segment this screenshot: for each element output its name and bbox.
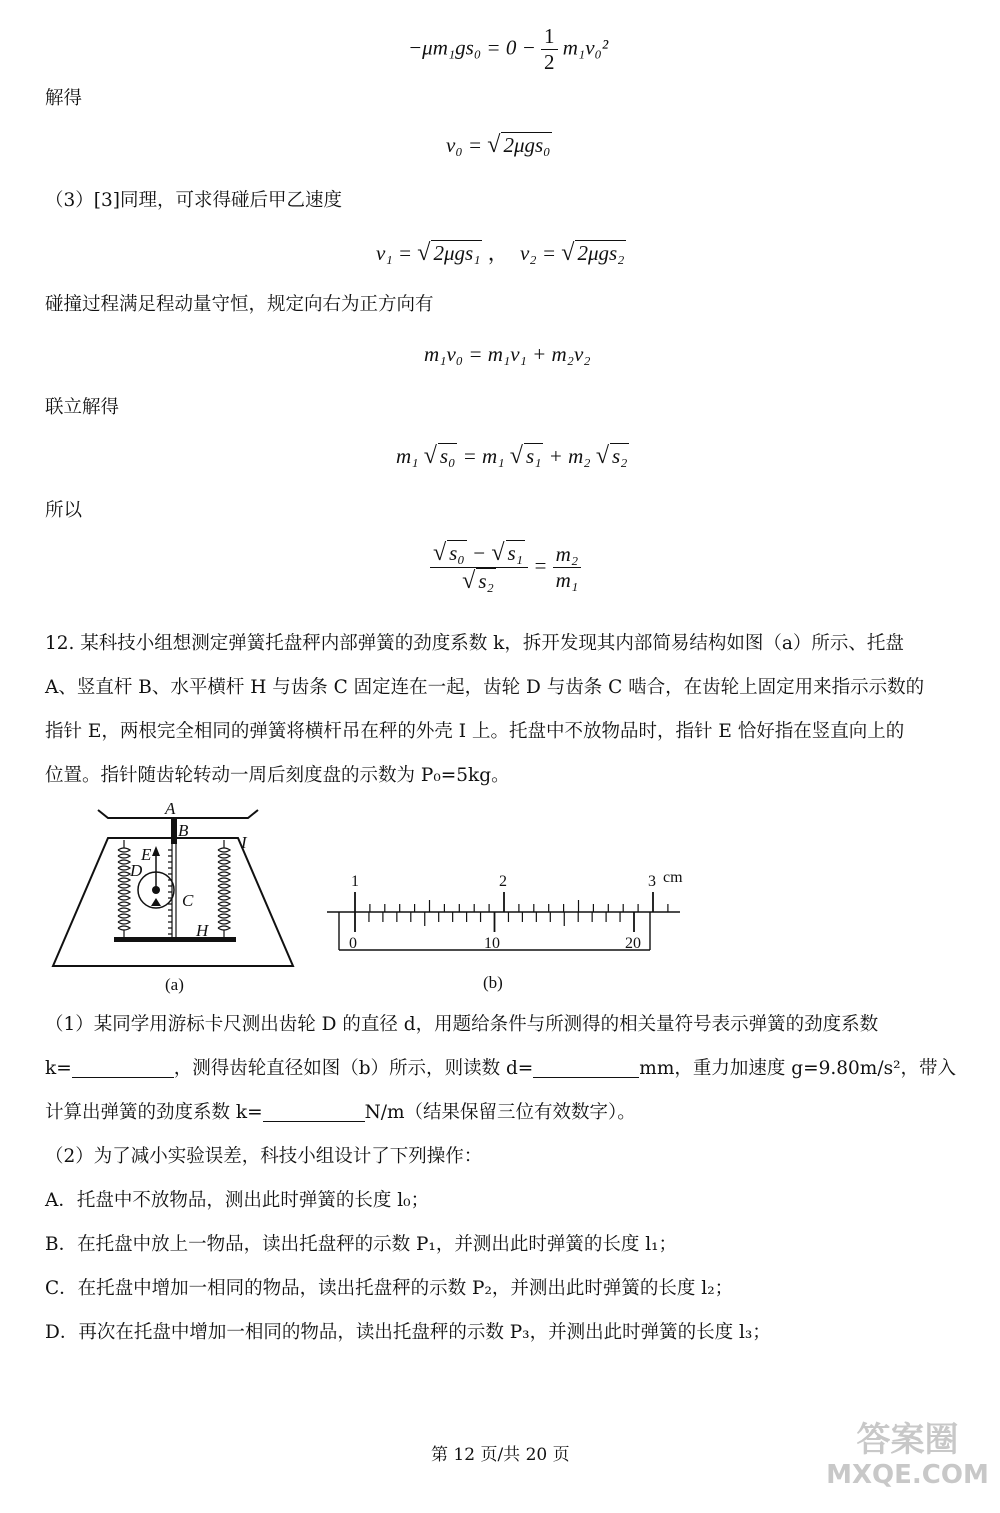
label-d: D: [130, 861, 143, 880]
sqrt-symbol: √: [423, 443, 437, 469]
eq5-plus: + m₂: [548, 444, 591, 468]
eq5-a: m₁: [396, 444, 419, 468]
text-jiede-1: 解得: [45, 88, 83, 109]
rod-b: [171, 818, 177, 844]
part1-g-text: mm，重力加速度 g=9.80m/s²，带入: [639, 1058, 956, 1079]
sqrt-symbol: √: [487, 132, 501, 158]
eq6-minus: −: [471, 541, 487, 565]
sqrt-symbol: √: [561, 240, 575, 266]
part2-option-d: D．再次在托盘中增加一相同的物品，读出托盘秤的示数 P₃，并测出此时弹簧的长度 l₃；: [45, 1322, 771, 1343]
eq2-radicand: 2μgs₀: [503, 133, 551, 157]
eq6-r-den: m₁: [555, 568, 579, 592]
vernier-label-10: 10: [484, 935, 500, 952]
part2-option-c: C．在托盘中增加一相同的物品，读出托盘秤的示数 P₂，并测出此时弹簧的长度 l₂；: [45, 1278, 734, 1299]
eq3-a-rad: 2μgs₁: [433, 241, 481, 265]
equation-energy: [408, 24, 608, 75]
label-c: C: [182, 891, 194, 910]
sqrt-symbol: √: [595, 443, 609, 469]
equation-ratio: [430, 540, 581, 595]
eq6-eq: =: [533, 553, 548, 578]
eq1-frac-num: 1: [541, 24, 558, 50]
crossbar-h: [114, 937, 236, 942]
part2-option-b: B．在托盘中放上一物品，读出托盘秤的示数 P₁，并测出此时弹簧的长度 l₁；: [45, 1234, 678, 1255]
text-lianli: 联立解得: [45, 397, 120, 418]
figure-b-vernier-caliper: [325, 862, 690, 997]
eq6-num-a: s₀: [449, 541, 465, 565]
sqrt-symbol: √: [417, 240, 431, 266]
main-tick-label-1: 1: [351, 873, 359, 890]
tray-a: [98, 810, 258, 818]
blank-k-value[interactable]: [263, 1101, 365, 1122]
caption-a: (a): [165, 975, 184, 994]
main-tick-label-2: 2: [499, 873, 507, 890]
figure-a-scale-diagram: [48, 800, 298, 1000]
sqrt-symbol: √: [509, 443, 523, 469]
part1-unit-text: N/m（结果保留三位有效数字）。: [364, 1102, 636, 1123]
watermark-bottom: MXQE.COM: [826, 1460, 989, 1490]
watermark-logo: [820, 1420, 995, 1490]
eq3-b-lhs: v₂ =: [519, 241, 557, 265]
main-tick-label-3: 3: [648, 873, 656, 890]
eq5-rc: s₂: [611, 444, 628, 468]
eq1-frac-den: 2: [544, 50, 555, 74]
q12-line-2: A、竖直杆 B、水平横杆 H 与齿条 C 固定连在一起，齿轮 D 与齿条 C 啮合，在齿轮上固定用来指示示数的: [45, 677, 925, 698]
part1-line-3: [45, 1101, 636, 1125]
eq6-num-b: s₁: [507, 541, 523, 565]
blank-d-reading[interactable]: [533, 1057, 639, 1078]
label-h: H: [196, 921, 209, 940]
eq3-b-rad: 2μgs₂: [577, 241, 625, 265]
caption-b: (b): [483, 973, 503, 992]
vernier-label-20: 20: [625, 935, 641, 952]
rack-c: [168, 844, 176, 940]
eq6-r-num: m₂: [553, 542, 581, 568]
sqrt-symbol: √: [433, 540, 447, 566]
part2-option-a: A．托盘中不放物品，测出此时弹簧的长度 l₀；: [45, 1190, 430, 1211]
eq2-lhs: v₀ =: [446, 133, 483, 157]
sqrt-symbol: √: [491, 540, 505, 566]
equation-momentum: m₁v₀ = m₁v₁ + m₂v₂: [424, 342, 591, 366]
part1-reading-label: ，测得齿轮直径如图（b）所示，则读数 d=: [173, 1058, 534, 1079]
eq1-rhs: m₁v₀²: [562, 35, 609, 60]
text-suoyi: 所以: [45, 500, 83, 521]
eq6-right-fraction: [553, 542, 581, 593]
part2-intro: （2）为了减小实验误差，科技小组设计了下列操作：: [45, 1146, 483, 1167]
equation-sqrt-s: [396, 443, 629, 470]
q12-line-1: 12. 某科技小组想测定弹簧托盘秤内部弹簧的劲度系数 k，拆开发现其内部简易结构如图（a）所示、托盘: [45, 633, 904, 654]
equation-v0: [446, 132, 552, 159]
eq5-eq: = m₁: [462, 444, 505, 468]
eq1-fraction: [541, 24, 558, 75]
equation-v1-v2: [376, 237, 626, 267]
watermark-top: 答案圈: [856, 1420, 959, 1460]
part1-line-1: （1）某同学用游标卡尺测出齿轮 D 的直径 d，用题给条件与所测得的相关量符号表示弹簧的劲度系数: [45, 1014, 879, 1035]
eq5-ra: s₀: [439, 444, 456, 468]
sqrt-symbol: √: [462, 568, 476, 594]
spring-left: [118, 840, 130, 938]
eq3-sep: ，: [487, 241, 509, 265]
text-momentum: 碰撞过程满足程动量守恒，规定向右为正方向有: [45, 294, 434, 315]
label-a: A: [165, 800, 176, 818]
eq5-rb: s₁: [525, 444, 542, 468]
q12-line-4: 位置。指针随齿轮转动一周后刻度盘的示数为 P₀=5kg。: [45, 765, 510, 786]
unit-label: cm: [663, 869, 683, 886]
eq6-den: s₂: [478, 569, 494, 593]
blank-k-expression[interactable]: [72, 1057, 174, 1078]
page-footer: 第 12 页/共 20 页: [431, 1445, 570, 1465]
part1-k-value-label: 计算出弹簧的劲度系数 k=: [45, 1102, 263, 1123]
spring-right: [218, 840, 230, 938]
label-e: E: [141, 845, 152, 864]
casing-i: [53, 838, 293, 966]
label-i: I: [241, 833, 247, 852]
vernier-label-0: 0: [349, 935, 357, 952]
eq3-a-lhs: v₁ =: [376, 241, 413, 265]
label-b: B: [178, 821, 189, 840]
text-part3-solution: （3）[3]同理，可求得碰后甲乙速度: [45, 190, 342, 211]
part1-line-2: [45, 1057, 956, 1081]
q12-line-3: 指针 E，两根完全相同的弹簧将横杆吊在秤的外壳 I 上。托盘中不放物品时，指针 E 恰好指在竖直向上的: [45, 721, 905, 742]
eq6-left-fraction: [430, 540, 528, 595]
eq1-lhs: −μm₁gs₀ = 0 −: [408, 35, 536, 60]
part1-k-label: k=: [45, 1058, 72, 1079]
